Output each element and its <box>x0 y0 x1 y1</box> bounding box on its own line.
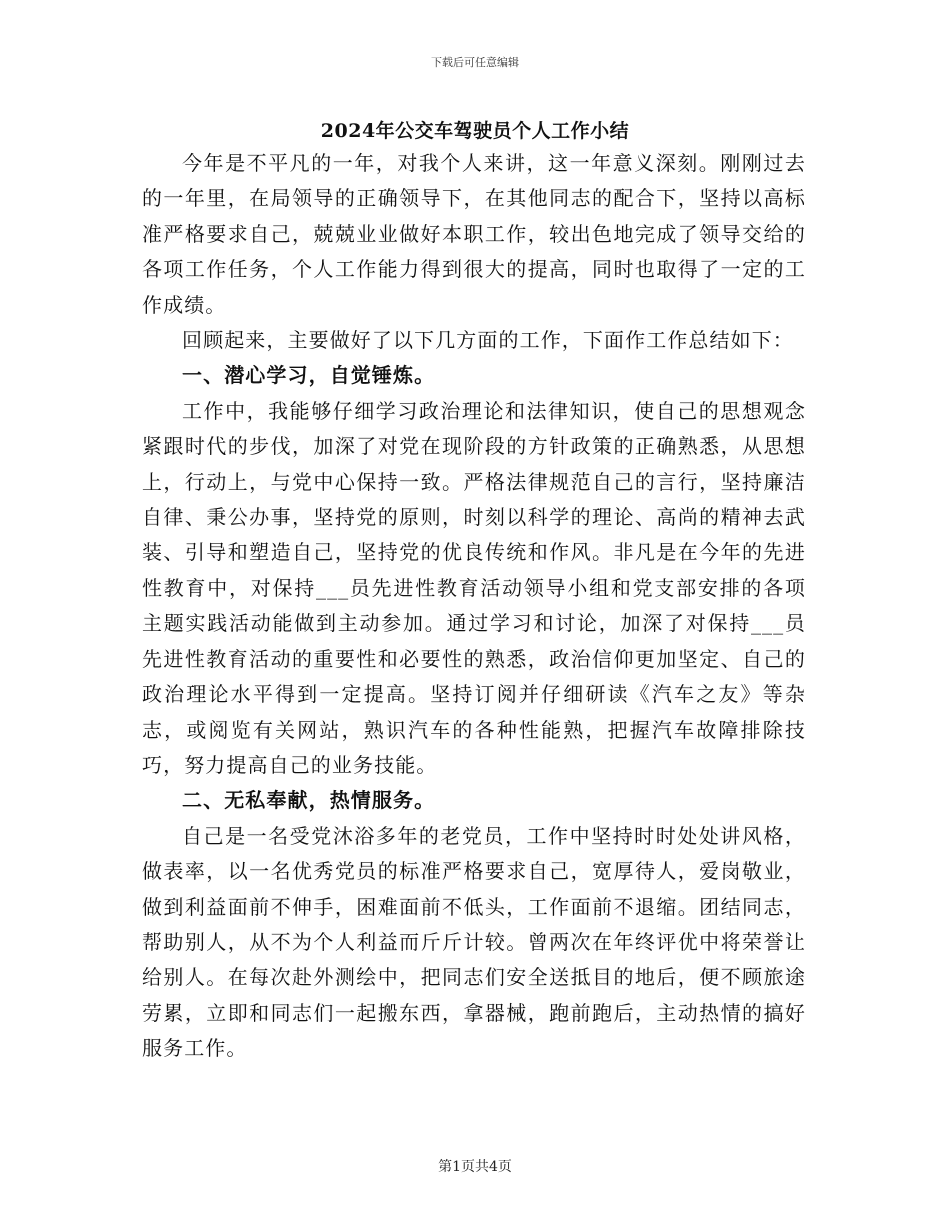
document-title: 2024年公交车驾驶员个人工作小结 <box>320 120 630 142</box>
paragraph-service: 自己是一名受党沐浴多年的老党员，工作中坚持时时处处讲风格，做表率，以一名优秀党员的标准严格要求自己，宽厚待人，爱岗敬业，做到利益面前不伸手，困难面前不低头，工作面前不退缩。团结同志，帮助别人，从不为个人利益而斤斤计较。曾两次在年终评优中将荣誉让给别人。在每次赴外测绘中，把同志们安全送抵目的地后，便不顾旅途劳累，立即和同志们一起搬东西，拿器械，跑前跑后，主动热情的搞好服务工作。 <box>142 823 806 1061</box>
page-number: 第1页共4页 <box>438 1159 512 1175</box>
paragraph-intro: 今年是不平凡的一年，对我个人来讲，这一年意义深刻。刚刚过去的一年里，在局领导的正确领导下，在其他同志的配合下，坚持以高标准严格要求自己，兢兢业业做好本职工作，较出色地完成了领导交给的各项工作任务，个人工作能力得到很大的提高，同时也取得了一定的工作成绩。 <box>142 151 806 317</box>
section-heading-2: 二、无私奉献，热情服务。 <box>182 788 436 813</box>
section-heading-1: 一、潜心学习，自觉锤炼。 <box>182 363 436 388</box>
paragraph-review: 回顾起来，主要做好了以下几方面的工作，下面作工作总结如下： <box>182 328 794 353</box>
paragraph-study: 工作中，我能够仔细学习政治理论和法律知识，使自己的思想观念紧跟时代的步伐，加深了对党在现阶段的方针政策的正确熟悉，从思想上，行动上，与党中心保持一致。严格法律规范自己的言行，坚持廉洁自律、秉公办事，坚持党的原则，时刻以科学的理论、高尚的精神去武装、引导和塑造自己，坚持党的优良传统和作风。非凡是在今年的先进性教育中，对保持___员先进性教育活动领导小组和党支部安排的各项主题实践活动能做到主动参加。通过学习和讨论，加深了对保持___员先进性教育活动的重要性和必要性的熟悉，政治信仰更加坚定、自己的政治理论水平得到一定提高。坚持订阅并仔细研读《汽车之友》等杂志，或阅览有关网站，熟识汽车的各种性能熟，把握汽车故障排除技巧，努力提高自己的业务技能。 <box>142 398 806 777</box>
document-body <box>142 146 806 1067</box>
download-edit-note: 下载后可任意编辑 <box>431 56 519 69</box>
